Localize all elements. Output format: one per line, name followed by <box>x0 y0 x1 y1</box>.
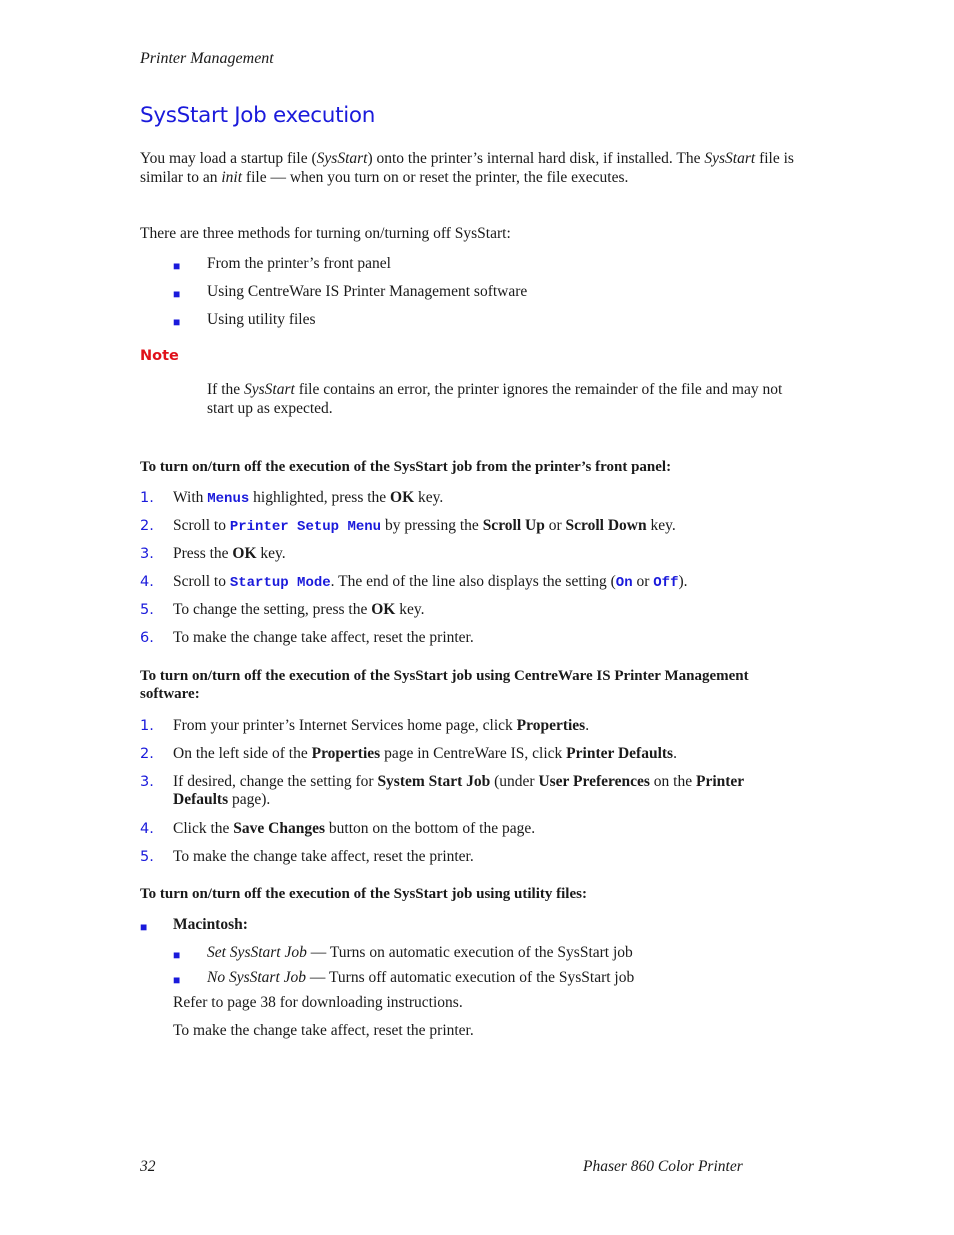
square-bullet-icon: ■ <box>173 315 181 329</box>
step-text: Press the OK key. <box>173 545 286 562</box>
section-heading-front-panel: To turn on/turn off the execution of the SysStart job from the printer’s front panel: <box>140 459 672 475</box>
step-number: 2. <box>140 518 154 534</box>
square-bullet-icon: ■ <box>173 259 181 273</box>
step-number: 1. <box>140 718 154 734</box>
step-text: With Menus highlighted, press the OK key. <box>173 489 444 507</box>
step-text: On the left side of the Properties page in CentreWare IS, click Printer Defaults. <box>173 745 677 762</box>
utility-file-item: Set SysStart Job — Turns on automatic execution of the SysStart job <box>207 944 633 961</box>
step-number: 1. <box>140 490 154 506</box>
note-text: If the SysStart file contains an error, the printer ignores the remainder of the file and may not start up as expected. <box>207 381 783 417</box>
step-text: From your printer’s Internet Services home page, click Properties. <box>173 717 590 734</box>
step-text: To make the change take affect, reset the printer. <box>173 848 474 865</box>
utility-file-item: No SysStart Job — Turns off automatic execution of the SysStart job <box>207 969 635 986</box>
platform-label: Macintosh: <box>173 916 248 933</box>
reset-text: To make the change take affect, reset the printer. <box>173 1022 474 1039</box>
step-text: Click the Save Changes button on the bottom of the page. <box>173 820 536 837</box>
method-item: From the printer’s front panel <box>207 255 391 272</box>
step-text: Scroll to Printer Setup Menu by pressing the Scroll Up or Scroll Down key. <box>173 517 676 535</box>
step-number: 5. <box>140 849 154 865</box>
intro-paragraph: You may load a startup file (SysStart) onto the printer’s internal hard disk, if installed. The SysStart file is similar to an init file — when you turn on or reset the printer, the file executes. <box>140 150 794 186</box>
note-label: Note <box>140 348 179 364</box>
step-number: 6. <box>140 630 154 646</box>
method-item: Using utility files <box>207 311 316 328</box>
footer-product: Phaser 860 Color Printer <box>583 1158 743 1175</box>
step-number: 4. <box>140 574 154 590</box>
refer-text: Refer to page 38 for downloading instructions. <box>173 994 463 1011</box>
step-number: 2. <box>140 746 154 762</box>
step-text: To change the setting, press the OK key. <box>173 601 425 618</box>
square-bullet-icon: ■ <box>140 920 148 934</box>
step-number: 5. <box>140 602 154 618</box>
section-heading-centreware: To turn on/turn off the execution of the SysStart job using CentreWare IS Printer Management software: <box>140 668 749 702</box>
step-number: 4. <box>140 821 154 837</box>
methods-intro: There are three methods for turning on/turning off SysStart: <box>140 225 511 242</box>
square-bullet-icon: ■ <box>173 973 181 987</box>
page-title: SysStart Job execution <box>140 103 376 128</box>
page-number: 32 <box>140 1158 156 1175</box>
square-bullet-icon: ■ <box>173 287 181 301</box>
section-heading-utility-files: To turn on/turn off the execution of the SysStart job using utility files: <box>140 886 587 902</box>
step-number: 3. <box>140 774 154 790</box>
step-text: Scroll to Startup Mode. The end of the line also displays the setting (On or Off). <box>173 573 688 591</box>
running-header: Printer Management <box>140 50 274 67</box>
step-text: If desired, change the setting for System Start Job (under User Preferences on the Printer Defaults page). <box>173 773 744 808</box>
step-text: To make the change take affect, reset the printer. <box>173 629 474 646</box>
square-bullet-icon: ■ <box>173 948 181 962</box>
method-item: Using CentreWare IS Printer Management software <box>207 283 528 300</box>
step-number: 3. <box>140 546 154 562</box>
